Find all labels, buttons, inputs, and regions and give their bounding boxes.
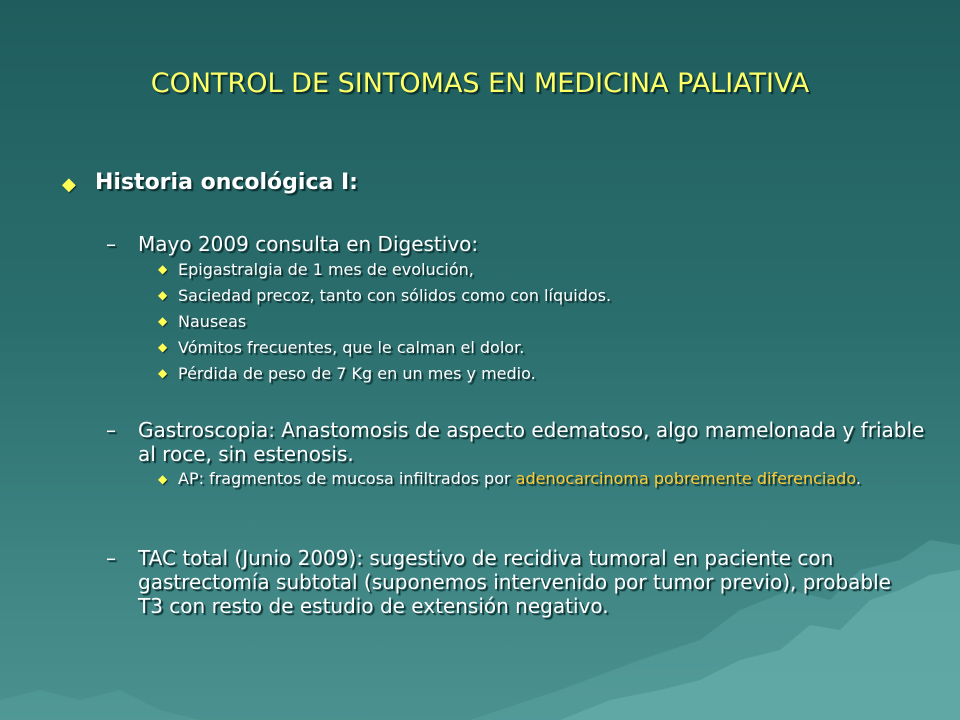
slide-title: CONTROL DE SINTOMAS EN MEDICINA PALIATIVA — [150, 68, 810, 99]
symptom-item: Nauseas — [178, 312, 247, 331]
diamond-bullet-icon: ◆ — [158, 472, 168, 486]
gastroscopia-paragraph: Gastroscopia: Anastomosis de aspecto edematoso, algo mamelonada y friable al roce, sin estenosis. — [138, 418, 925, 466]
symptom-item: Epigastralgia de 1 mes de evolución, — [178, 260, 474, 279]
diamond-bullet-icon: ◆ — [158, 288, 168, 302]
diamond-bullet-icon: ◆ — [158, 340, 168, 354]
tac-paragraph: TAC total (Junio 2009): sugestivo de recidiva tumoral en paciente con gastrectomía subtotal (suponemos intervenido por tumor previo), probable T3 con resto de estudio de extensión negativo. — [138, 546, 891, 618]
ap-diagnosis-highlight: adenocarcinoma pobremente diferenciado — [515, 469, 856, 488]
dash-marker: – — [106, 546, 116, 570]
dash-marker: – — [106, 232, 116, 256]
diamond-bullet-icon: ◆ — [158, 262, 168, 276]
ap-prefix: AP: fragmentos de mucosa infiltrados por — [178, 469, 516, 488]
symptom-item: Vómitos frecuentes, que le calman el dolor. — [178, 338, 525, 357]
symptom-item: Saciedad precoz, tanto con sólidos como con líquidos. — [178, 286, 612, 305]
diamond-bullet-icon: ◆ — [158, 366, 168, 380]
mountain-range-left — [0, 690, 200, 720]
dash-marker: – — [106, 418, 116, 442]
diamond-bullet-icon: ◆ — [158, 314, 168, 328]
section-digestivo-label: Mayo 2009 consulta en Digestivo: — [138, 232, 479, 256]
heading-historia: Historia oncológica I: — [95, 170, 358, 195]
ap-suffix: . — [855, 469, 861, 488]
diamond-bullet-icon: ◆ — [62, 174, 76, 195]
symptom-item: Pérdida de peso de 7 Kg en un mes y medio. — [178, 364, 536, 383]
ap-result — [178, 469, 898, 489]
